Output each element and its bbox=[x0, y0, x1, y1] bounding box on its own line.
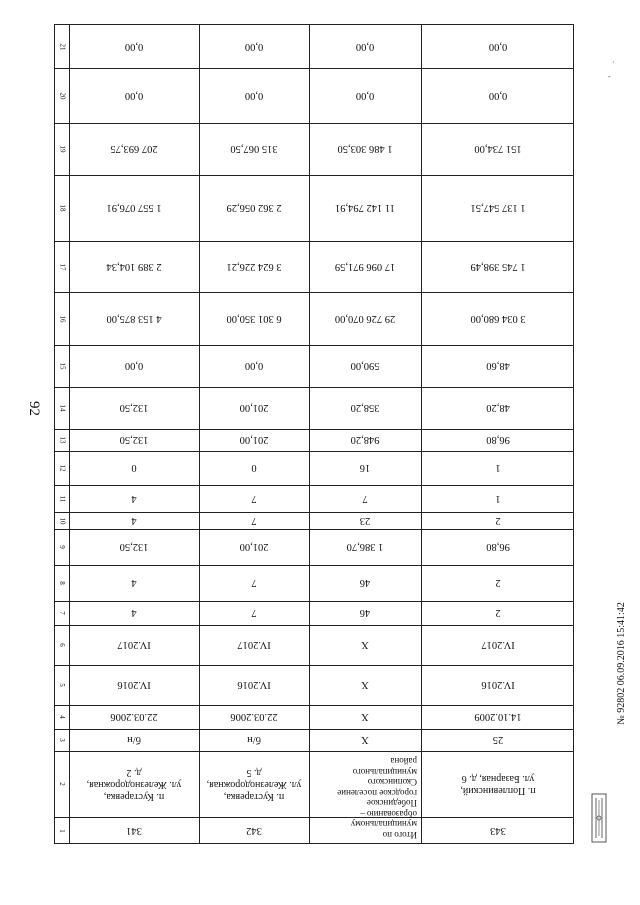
column-number-12: 12 bbox=[58, 464, 66, 472]
table-cell: 16 bbox=[359, 462, 371, 474]
column-number-19: 19 bbox=[58, 145, 66, 153]
column-number-6: 6 bbox=[58, 643, 66, 647]
table-cell: 4 bbox=[131, 515, 137, 526]
column-number-5: 5 bbox=[58, 683, 66, 687]
table-cell: X bbox=[361, 734, 369, 746]
table-cell: 0,00 bbox=[244, 360, 264, 372]
column-number-15: 15 bbox=[58, 362, 66, 370]
row-number-cell: 342 bbox=[246, 825, 262, 837]
table-cell: 0,00 bbox=[488, 90, 508, 101]
scan-mark: - bbox=[608, 72, 611, 81]
table-cell: 22.03.2006 bbox=[230, 711, 278, 723]
table-cell: 207 693,75 bbox=[110, 143, 158, 155]
column-number-2: 2 bbox=[58, 782, 66, 786]
table-cell: IV.2017 bbox=[481, 639, 515, 651]
scan-mark: · bbox=[612, 58, 615, 67]
column-number-16: 16 bbox=[58, 315, 66, 322]
table-cell: 1 745 398,49 bbox=[470, 261, 526, 272]
table-cell: 0,00 bbox=[124, 360, 144, 372]
table-cell: 11 142 794,91 bbox=[335, 202, 395, 214]
table-cell: 0,00 bbox=[355, 41, 375, 52]
table-cell: 3 624 226,21 bbox=[226, 261, 282, 272]
table-cell: б/н bbox=[247, 734, 261, 746]
table-cell: 7 bbox=[251, 493, 257, 504]
table-cell: 96,80 bbox=[486, 434, 510, 446]
table-cell: 4 bbox=[131, 577, 137, 589]
table-cell: 0 bbox=[251, 462, 257, 474]
column-number-7: 7 bbox=[58, 611, 66, 615]
table-cell: 201,00 bbox=[239, 402, 269, 414]
emblem-icon bbox=[589, 790, 609, 846]
address-cell: п. Поплевинский, ул. Базарная, д. 6 bbox=[460, 773, 536, 796]
table-cell: б/н bbox=[127, 734, 141, 746]
table-cell: 48,20 bbox=[486, 402, 510, 414]
page-number: 92 bbox=[25, 400, 42, 416]
table-cell: 0,00 bbox=[244, 90, 264, 101]
table-cell: 96,80 bbox=[486, 541, 510, 553]
column-number-17: 17 bbox=[58, 263, 66, 270]
table-cell: 151 734,00 bbox=[474, 143, 522, 155]
column-number-10: 10 bbox=[58, 517, 66, 524]
table-cell: 7 bbox=[251, 577, 257, 589]
row-number-cell: 343 bbox=[490, 825, 506, 837]
table-cell: 132,50 bbox=[119, 434, 149, 446]
table-cell: IV.2016 bbox=[117, 679, 151, 691]
column-number-11: 11 bbox=[58, 495, 66, 502]
table-cell: 23 bbox=[359, 515, 371, 526]
table-cell: 315 067,50 bbox=[230, 143, 278, 155]
table-cell: 948,20 bbox=[350, 434, 380, 446]
table-cell: 1 557 076,91 bbox=[106, 202, 162, 214]
table-cell: IV.2017 bbox=[237, 639, 271, 651]
column-number-13: 13 bbox=[58, 436, 66, 444]
column-number-20: 20 bbox=[58, 92, 66, 99]
table-cell: 2 bbox=[495, 577, 501, 589]
column-number-9: 9 bbox=[58, 545, 66, 549]
table-cell: 0,00 bbox=[124, 41, 144, 52]
column-number-21: 21 bbox=[58, 43, 66, 50]
address-cell: п. Кустаревка, ул. Железнодорожная, д. 2 bbox=[86, 767, 182, 802]
registration-stamp: № 92802 06.09.2016 15:41:42 bbox=[615, 601, 627, 725]
table-cell: 2 bbox=[495, 515, 501, 526]
column-number-4: 4 bbox=[58, 715, 66, 719]
table-cell: 0,00 bbox=[488, 41, 508, 52]
table-cell: 2 389 104,34 bbox=[106, 261, 162, 272]
table-cell: X bbox=[361, 711, 369, 723]
table-cell: 1 386,70 bbox=[346, 541, 384, 553]
table-cell: 0,00 bbox=[355, 90, 375, 101]
table-cell: 25 bbox=[492, 734, 504, 746]
column-number-18: 18 bbox=[58, 204, 66, 212]
table-cell: 7 bbox=[251, 515, 257, 526]
table-cell: 1 bbox=[495, 462, 501, 474]
column-number-3: 3 bbox=[58, 738, 66, 742]
table-cell: X bbox=[361, 679, 369, 691]
table-cell: 7 bbox=[251, 607, 257, 619]
table-cell: 17 096 971,59 bbox=[334, 261, 396, 272]
table-cell: 4 bbox=[131, 493, 137, 504]
column-number-8: 8 bbox=[58, 581, 66, 585]
table-cell: 0 bbox=[131, 462, 137, 474]
table-cell: 7 bbox=[362, 493, 368, 504]
table-cell: 48,60 bbox=[486, 360, 510, 372]
table-cell: 29 726 070,00 bbox=[334, 313, 396, 324]
housing-table bbox=[54, 24, 574, 844]
row-number-cell: 341 bbox=[126, 825, 142, 837]
address-cell: п. Кустаревка, ул. Железнодорожная, д. 5 bbox=[206, 767, 302, 802]
table-cell: 0,00 bbox=[124, 90, 144, 101]
table-cell: IV.2017 bbox=[117, 639, 151, 651]
table-cell: 22.03.2006 bbox=[110, 711, 158, 723]
table-cell: IV.2016 bbox=[237, 679, 271, 691]
table-cell: 6 301 350,00 bbox=[226, 313, 282, 324]
table-cell: 201,00 bbox=[239, 434, 269, 446]
table-cell: 0,00 bbox=[244, 41, 264, 52]
table-cell: 358,20 bbox=[350, 402, 380, 414]
column-number-1: 1 bbox=[58, 829, 66, 833]
table-cell: 132,50 bbox=[119, 402, 149, 414]
table-cell: 14.10.2009 bbox=[474, 711, 522, 723]
table-cell: 1 bbox=[495, 493, 501, 504]
column-number-14: 14 bbox=[58, 404, 66, 412]
table-cell: 2 362 056,29 bbox=[226, 202, 282, 214]
table-cell: 4 bbox=[131, 607, 137, 619]
table-cell: 4 153 875,00 bbox=[106, 313, 162, 324]
table-cell: 46 bbox=[359, 577, 371, 589]
table-cell: 2 bbox=[495, 607, 501, 619]
table-cell: 1 137 547,51 bbox=[470, 202, 526, 214]
table-cell: 132,50 bbox=[119, 541, 149, 553]
table-cell: IV.2016 bbox=[481, 679, 515, 691]
table-cell: X bbox=[361, 639, 369, 651]
total-label-cell: Итого по муниципальному образованию – Побединское городское поселение Скопинского муниципального района bbox=[337, 756, 417, 840]
table-cell: 201,00 bbox=[239, 541, 269, 553]
table-cell: 3 034 680,00 bbox=[470, 313, 526, 324]
table-cell: 590,00 bbox=[350, 360, 380, 372]
table-cell: 46 bbox=[359, 607, 371, 619]
table-cell: 1 486 303,50 bbox=[337, 143, 393, 155]
